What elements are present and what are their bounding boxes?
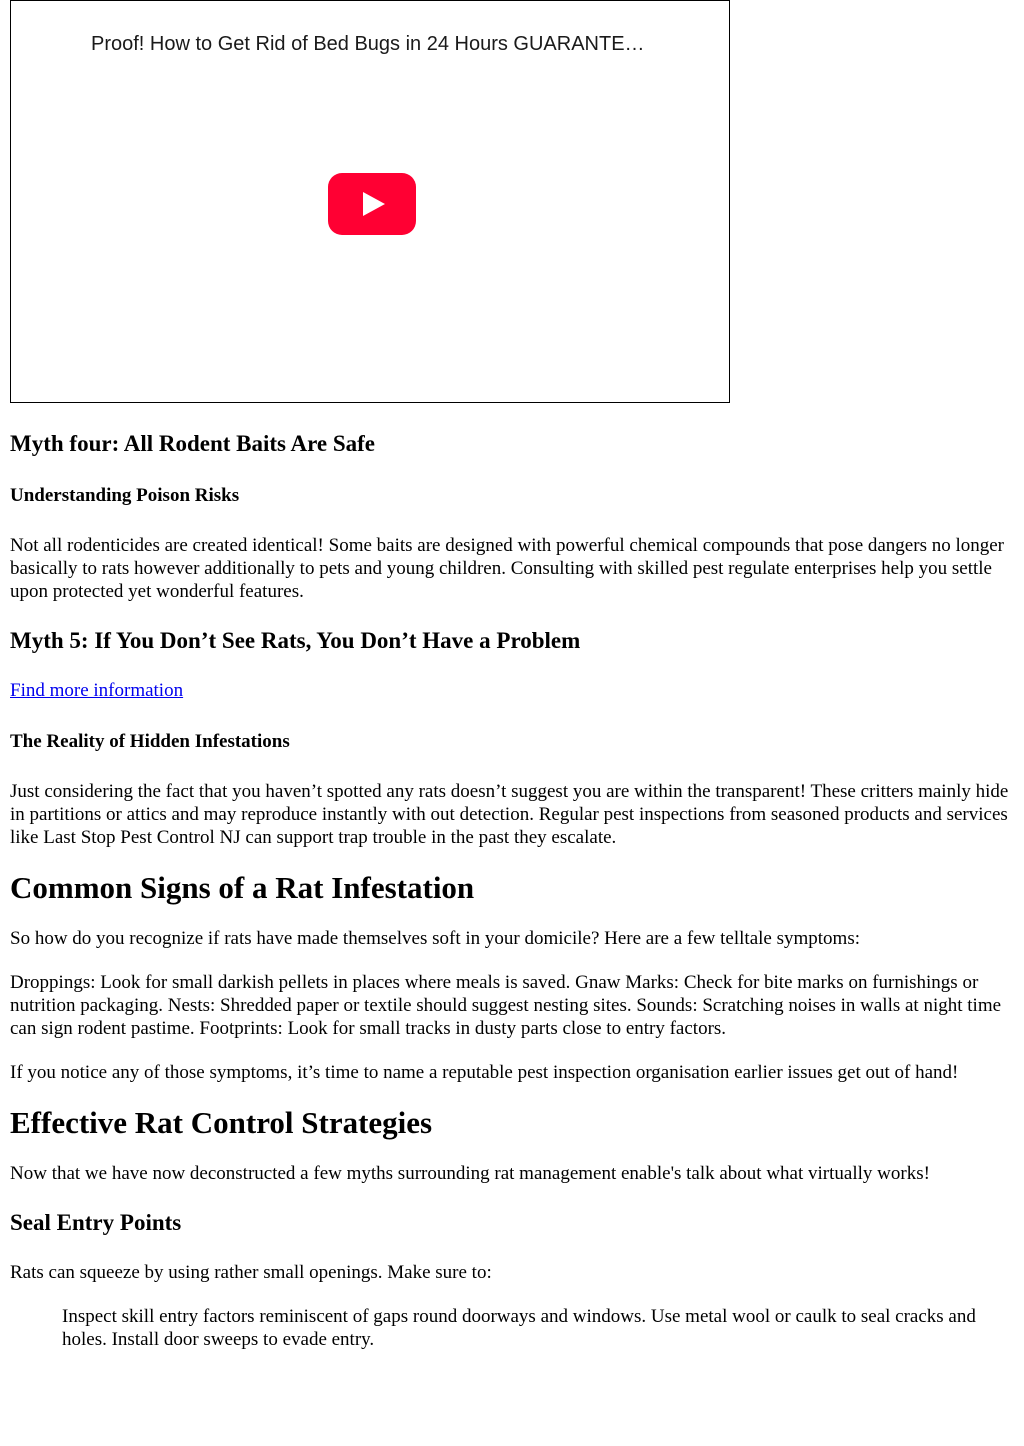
myth4-paragraph: Not all rodenticides are created identical! Some baits are designed with powerful chemical compounds that pose dangers no longer basically to rats however additionally to pets and young children. Consulting with skilled pest regulate enterprises help you settle upon protected yet wonderful features. (10, 535, 1005, 602)
myth4-heading: Myth four: All Rodent Baits Are Safe (10, 431, 376, 456)
myth4-subheading: Understanding Poison Risks (10, 485, 240, 506)
video-title[interactable]: Proof! How to Get Rid of Bed Bugs in 24 Hours GUARANTE… (91, 33, 645, 55)
link-paragraph (10, 679, 1014, 702)
play-button-icon[interactable] (328, 173, 416, 235)
myth5-paragraph: Just considering the fact that you haven’t spotted any rats doesn’t suggest you are within the transparent! These critters mainly hide in partitions or attics and may reproduce instantly with out detection. Regular pest inspections from seasoned products and services like Last Stop Pest Control NJ can support trap trouble in the past they escalate. (10, 781, 1009, 848)
strategies-intro: Now that we have now deconstructed a few myths surrounding rat management enable's talk about what virtually works! (10, 1163, 930, 1184)
myth5-heading: Myth 5: If You Don’t See Rats, You Don’t Have a Problem (10, 628, 581, 653)
video-embed[interactable] (10, 0, 730, 403)
signs-intro: So how do you recognize if rats have made themselves soft in your domicile? Here are a few telltale symptoms: (10, 928, 860, 949)
seal-entry-quote: Inspect skill entry factors reminiscent of gaps round doorways and windows. Use metal wool or caulk to seal cracks and holes. Install door sweeps to evade entry. (62, 1306, 976, 1350)
seal-entry-heading: Seal Entry Points (10, 1210, 182, 1235)
strategies-heading: Effective Rat Control Strategies (10, 1105, 433, 1140)
myth5-subheading: The Reality of Hidden Infestations (10, 731, 290, 752)
find-more-link[interactable]: Find more information (10, 680, 184, 701)
signs-closing: If you notice any of those symptoms, it’s time to name a reputable pest inspection organisation earlier issues get out of hand! (10, 1062, 959, 1083)
signs-heading: Common Signs of a Rat Infestation (10, 870, 475, 905)
seal-entry-intro: Rats can squeeze by using rather small openings. Make sure to: (10, 1262, 492, 1283)
signs-list-paragraph: Droppings: Look for small darkish pellets in places where meals is saved. Gnaw Marks: Check for bite marks on furnishings or nutrition packaging. Nests: Shredded paper or textile should suggest nesting sites. Sounds: Scratching noises in walls at night time can sign rodent pastime. Footprints: Look for small tracks in dusty parts close to entry factors. (10, 972, 1002, 1039)
